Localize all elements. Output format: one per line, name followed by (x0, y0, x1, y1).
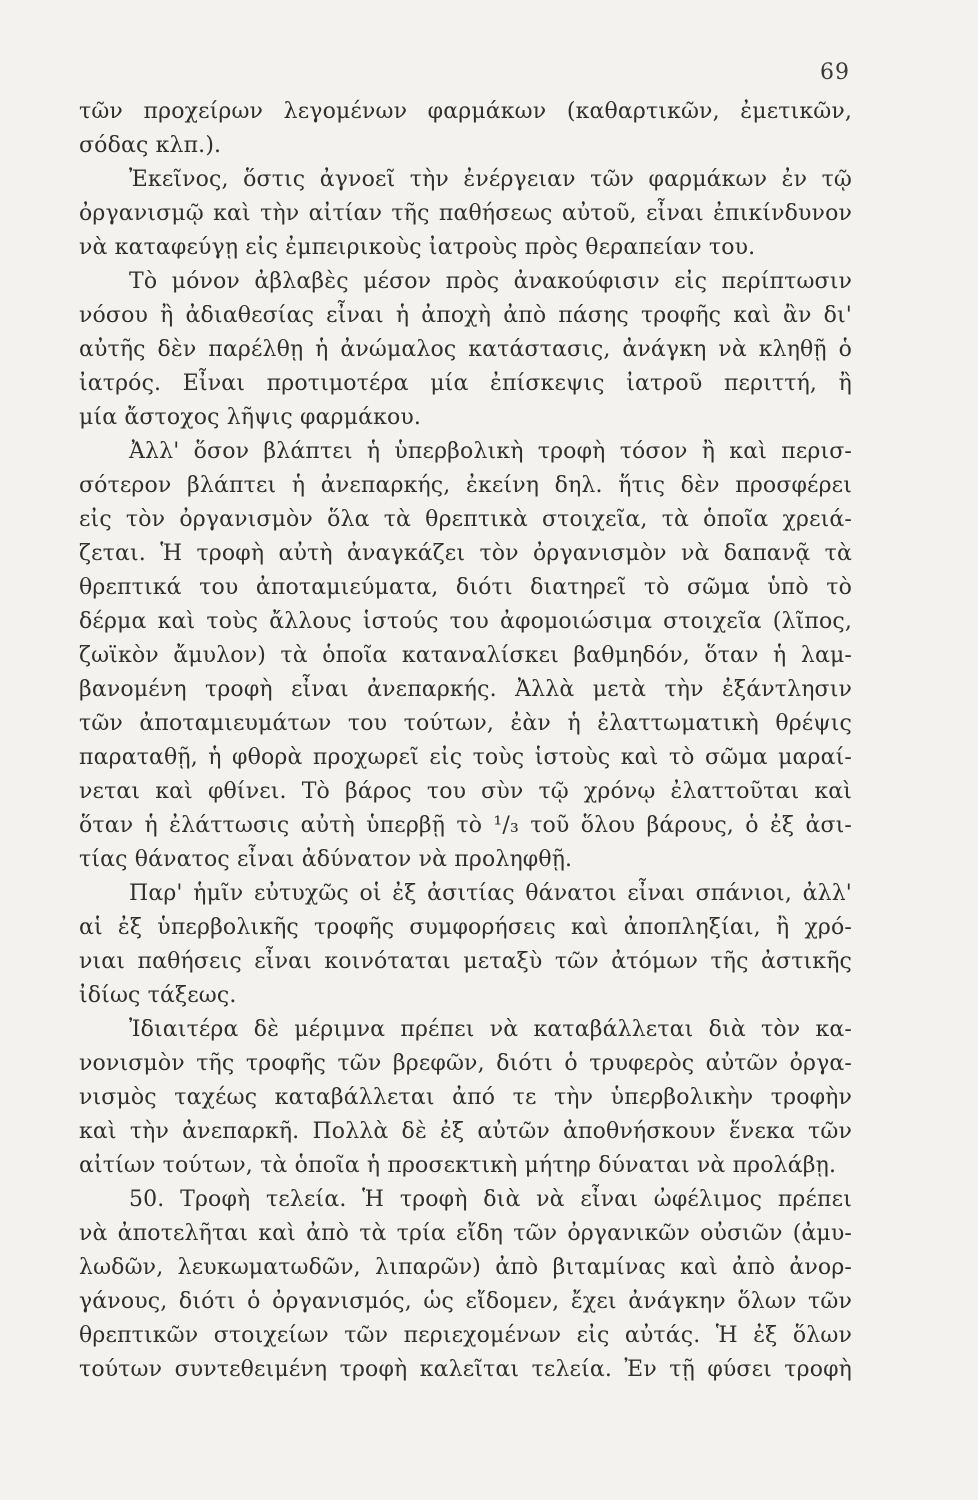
text-line: μία ἄστοχος λῆψις φαρμάκου. (79, 405, 422, 430)
text-line: παραταθῇ, ἡ φθορὰ προχωρεῖ εἰς τοὺς ἱστοὺς καὶ τὸ σῶμα μαραί- (79, 745, 852, 770)
page-number: 69 (820, 60, 850, 85)
text-line: νισμὸς ταχέως καταβάλλεται ἀπό τε τὴν ὑπερβολικὴν τροφὴν (79, 1085, 852, 1110)
text-line: βανομένη τροφὴ εἶναι ἀνεπαρκής. Ἀλλὰ μετὰ τὴν ἐξάντλησιν (79, 677, 852, 702)
text-line: λωδῶν, λευκωματωδῶν, λιπαρῶν) ἀπὸ βιταμίνας καὶ ἀπὸ ἀνορ- (79, 1255, 852, 1280)
text-line: τούτων συντεθειμένη τροφὴ καλεῖται τελεία. Ἐν τῇ φύσει τροφὴ (79, 1357, 852, 1382)
text-line: ὀργανισμῷ καὶ τὴν αἰτίαν τῆς παθήσεως αὐτοῦ, εἶναι ἐπικίνδυνον (79, 201, 852, 226)
text-line: Ἀλλ' ὅσον βλάπτει ἡ ὑπερβολικὴ τροφὴ τόσον ἢ καὶ περισ- (129, 439, 852, 464)
text-line: τῶν ἀποταμιευμάτων του τούτων, ἐὰν ἡ ἐλαττωματικὴ θρέψις (79, 711, 852, 736)
text-line: νεται καὶ φθίνει. Τὸ βάρος του σὺν τῷ χρόνῳ ἐλαττοῦται καὶ (79, 779, 852, 804)
text-line: σόδας κλπ.). (79, 133, 222, 158)
text-line: δέρμα καὶ τοὺς ἄλλους ἱστούς του ἀφομοιώσιμα στοιχεῖα (λῖπος, (79, 609, 852, 634)
text-line: αἱ ἐξ ὑπερβολικῆς τροφῆς συμφορήσεις καὶ ἀποπληξίαι, ἢ χρό- (79, 915, 852, 940)
text-line: νιαι παθήσεις εἶναι κοινόταται μεταξὺ τῶν ἀτόμων τῆς ἀστικῆς (79, 949, 852, 974)
text-line: ζεται. Ἡ τροφὴ αὐτὴ ἀναγκάζει τὸν ὀργανισμὸν νὰ δαπανᾷ τὰ (79, 541, 852, 566)
text-line: αὐτῆς δὲν παρέλθῃ ἡ ἀνώμαλος κατάστασις, ἀνάγκη νὰ κληθῇ ὁ (79, 337, 852, 362)
text-line: νὰ καταφεύγῃ εἰς ἐμπειρικοὺς ἰατροὺς πρὸς θεραπείαν του. (79, 235, 756, 260)
text-line: γάνους, διότι ὁ ὀργανισμός, ὡς εἴδομεν, ἔχει ἀνάγκην ὅλων τῶν (79, 1289, 852, 1314)
text-line: ἰατρός. Εἶναι προτιμοτέρα μία ἐπίσκεψις ἰατροῦ περιττή, ἢ (79, 371, 852, 396)
text-line: νόσου ἢ ἀδιαθεσίας εἶναι ἡ ἀποχὴ ἀπὸ πάσης τροφῆς καὶ ἂν δι' (79, 303, 852, 328)
text-line: θρεπτικά του ἀποταμιεύματα, διότι διατηρεῖ τὸ σῶμα ὑπὸ τὸ (79, 575, 852, 600)
text-line: σότερον βλάπτει ἡ ἀνεπαρκής, ἐκείνη δηλ. ἥτις δὲν προσφέρει (79, 473, 852, 498)
text-line: Ἰδιαιτέρα δὲ μέριμνα πρέπει νὰ καταβάλλεται διὰ τὸν κα- (129, 1017, 852, 1042)
text-line: τῶν προχείρων λεγομένων φαρμάκων (καθαρτικῶν, ἐμετικῶν, (79, 99, 852, 124)
text-line: ζωϊκὸν ἄμυλον) τὰ ὁποῖα καταναλίσκει βαθμηδόν, ὅταν ἡ λαμ- (79, 643, 852, 668)
text-line: ἰδίως τάξεως. (79, 983, 237, 1008)
text-line: Ἐκεῖνος, ὅστις ἀγνοεῖ τὴν ἐνέργειαν τῶν φαρμάκων ἐν τῷ (129, 167, 852, 192)
text-line: τίας θάνατος εἶναι ἀδύνατον νὰ προληφθῇ. (79, 847, 573, 872)
text-line: νὰ ἀποτελῆται καὶ ἀπὸ τὰ τρία εἴδη τῶν ὀργανικῶν οὐσιῶν (ἀμυ- (79, 1221, 852, 1246)
text-line: ὅταν ἡ ἐλάττωσις αὐτὴ ὑπερβῇ τὸ ¹/₃ τοῦ ὅλου βάρους, ὁ ἐξ ἀσι- (79, 813, 852, 838)
text-line: θρεπτικῶν στοιχείων τῶν περιεχομένων εἰς αὐτάς. Ἡ ἐξ ὅλων (79, 1323, 852, 1348)
text-line: αἰτίων τούτων, τὰ ὁποῖα ἡ προσεκτικὴ μήτηρ δύναται νὰ προλάβῃ. (79, 1153, 837, 1178)
text-line: 50. Τροφὴ τελεία. Ἡ τροφὴ διὰ νὰ εἶναι ὠφέλιμος πρέπει (129, 1187, 852, 1212)
text-line: Τὸ μόνον ἀβλαβὲς μέσον πρὸς ἀνακούφισιν εἰς περίπτωσιν (129, 269, 852, 294)
text-line: καὶ τὴν ἀνεπαρκῆ. Πολλὰ δὲ ἐξ αὐτῶν ἀποθνήσκουν ἕνεκα τῶν (79, 1119, 852, 1144)
text-line: νονισμὸν τῆς τροφῆς τῶν βρεφῶν, διότι ὁ τρυφερὸς αὐτῶν ὀργα- (79, 1051, 852, 1076)
text-line: Παρ' ἡμῖν εὐτυχῶς οἱ ἐξ ἀσιτίας θάνατοι εἶναι σπάνιοι, ἀλλ' (129, 881, 852, 906)
text-line: εἰς τὸν ὀργανισμὸν ὅλα τὰ θρεπτικὰ στοιχεῖα, τὰ ὁποῖα χρειά- (79, 507, 852, 532)
body-text (79, 95, 852, 1387)
